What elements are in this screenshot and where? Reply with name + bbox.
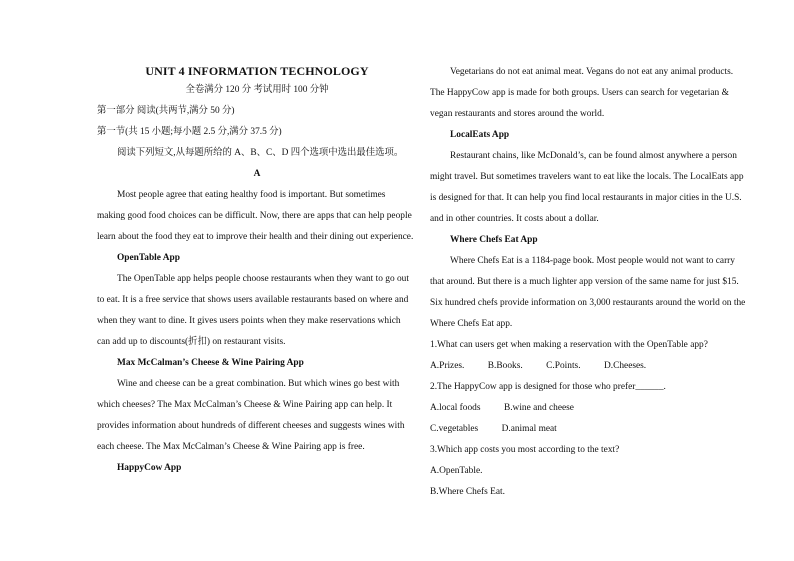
question-3-option-a: A.OpenTable. xyxy=(430,466,483,476)
localeats-heading: LocalEats App xyxy=(450,130,510,140)
passage-label: A xyxy=(253,169,261,179)
exam-meta: 全卷满分 120 分 考试用时 100 分钟 xyxy=(185,85,329,95)
happycow-line: The HappyCow app is made for both groups. Users can search for vegetarian & xyxy=(430,88,729,98)
chefs-line: that around. But there is a much lighter app version of the same name for just $15. xyxy=(430,277,739,287)
chefs-heading: Where Chefs Eat App xyxy=(450,235,538,245)
cheese-heading: Max McCalman’s Cheese & Wine Pairing App xyxy=(117,358,304,368)
happycow-line: Vegetarians do not eat animal meat. Vegans do not eat any animal products. xyxy=(450,67,734,77)
question-2-options-ab: A.local foods B.wine and cheese xyxy=(430,403,574,413)
cheese-line: which cheeses? The Max McCalman’s Cheese & Wine Pairing app can help. It xyxy=(97,400,393,410)
localeats-line: and in other countries. It costs about a dollar. xyxy=(430,214,599,224)
opentable-heading: OpenTable App xyxy=(117,253,180,263)
instruction-text: 阅读下列短文,从每题所给的 A、B、C、D 四个选项中选出最佳选项。 xyxy=(117,148,404,158)
cheese-line: provides information about hundreds of different cheeses and suggests wines with xyxy=(97,421,405,431)
opentable-line: The OpenTable app helps people choose restaurants when they want to go out xyxy=(117,274,409,284)
question-2: 2.The HappyCow app is designed for those who prefer______. xyxy=(430,382,666,392)
happycow-heading: HappyCow App xyxy=(117,463,182,473)
opentable-line: when they want to dine. It gives users points when they make reservations which xyxy=(97,316,401,326)
question-1-options: A.Prizes. B.Books. C.Points. D.Cheeses. xyxy=(430,361,647,371)
part-heading: 第一部分 阅读(共两节,满分 50 分) xyxy=(97,106,235,116)
chefs-line: Where Chefs Eat app. xyxy=(430,319,513,329)
question-2-options-cd: C.vegetables D.animal meat xyxy=(430,424,557,434)
question-3: 3.Which app costs you most according to the text? xyxy=(430,445,620,455)
opentable-line: can add up to discounts(折扣) on restaurant visits. xyxy=(97,337,286,347)
intro-line: Most people agree that eating healthy food is important. But sometimes xyxy=(117,190,386,200)
chefs-line: Where Chefs Eat is a 1184-page book. Most people would not want to carry xyxy=(450,256,735,266)
localeats-line: is designed for that. It can help you find local restaurants in major cities in the U.S. xyxy=(430,193,742,203)
localeats-line: Restaurant chains, like McDonald’s, can be found almost anywhere a person xyxy=(450,151,737,161)
cheese-line: each cheese. The Max McCalman’s Cheese & Wine Pairing app is free. xyxy=(97,442,365,452)
happycow-line: vegan restaurants and stores around the world. xyxy=(430,109,605,119)
section-heading: 第一节(共 15 小题;每小题 2.5 分,满分 37.5 分) xyxy=(97,127,282,137)
question-1: 1.What can users get when making a reservation with the OpenTable app? xyxy=(430,340,708,350)
chefs-line: Six hundred chefs provide information on 3,000 restaurants around the world on the xyxy=(430,298,746,308)
opentable-line: to eat. It is a free service that shows users available restaurants based on where and xyxy=(97,295,409,305)
question-3-option-b: B.Where Chefs Eat. xyxy=(430,487,505,497)
unit-title: UNIT 4 INFORMATION TECHNOLOGY xyxy=(145,64,369,78)
intro-line: learn about the food they eat to improve their health and their dining out experience. xyxy=(97,232,414,242)
localeats-line: might travel. But sometimes travelers want to eat like the locals. The LocalEats app xyxy=(430,172,744,182)
intro-line: making good food choices can be difficult. Now, there are apps that can help people xyxy=(97,211,412,221)
cheese-line: Wine and cheese can be a great combination. But which wines go best with xyxy=(117,379,400,389)
